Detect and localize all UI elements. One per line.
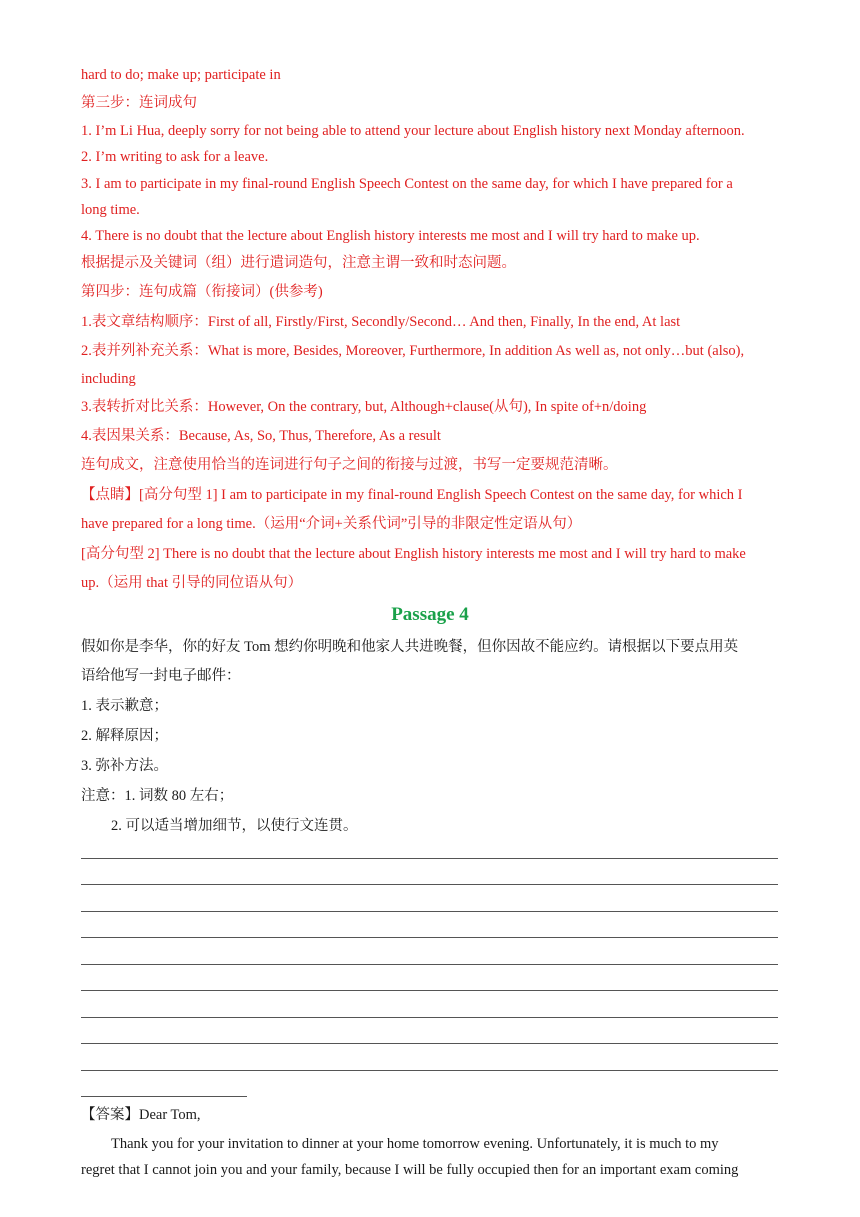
answer-line bbox=[81, 1043, 778, 1044]
point-3: 3. 弥补方法。 bbox=[81, 758, 168, 774]
connector-addition-line1: 2.表并列补充关系：What is more, Besides, Moreover, Furthermore, In addition As well as, not only…but (also), bbox=[81, 343, 745, 359]
keywords-line: hard to do; make up; participate in bbox=[81, 67, 281, 83]
sentence-1: 1. I’m Li Hua, deeply sorry for not being able to attend your lecture about English history next Monday afternoon. bbox=[81, 123, 745, 139]
connector-cause: 4.表因果关系：Because, As, So, Thus, Therefore, As a result bbox=[81, 428, 441, 444]
answer-line bbox=[81, 990, 778, 991]
answer-line bbox=[81, 1070, 778, 1071]
sentence-3-line1: 3. I am to participate in my final-round English Speech Contest on the same day, for which I have prepared for a bbox=[81, 176, 733, 192]
answer-line bbox=[81, 884, 778, 885]
highlight-2-line1: [高分句型 2] There is no doubt that the lecture about English history interests me most and I will try hard to make bbox=[81, 546, 746, 562]
connector-contrast: 3.表转折对比关系：However, On the contrary, but, Although+clause(从句), In spite of+n/doing bbox=[81, 399, 647, 415]
highlight-2-line2: up.（运用 that 引导的同位语从句） bbox=[81, 575, 303, 591]
connector-addition-line2: including bbox=[81, 371, 136, 387]
answer-line bbox=[81, 964, 778, 965]
step4-heading: 第四步：连句成篇（衔接词）(供参考) bbox=[81, 284, 323, 300]
passage-title: Passage 4 bbox=[391, 604, 469, 625]
sentence-4: 4. There is no doubt that the lecture about English history interests me most and I will try hard to make up. bbox=[81, 228, 700, 244]
highlight-1-line1: 【点睛】[高分句型 1] I am to participate in my final-round English Speech Contest on the same day, for which I bbox=[81, 487, 743, 503]
notice-1: 注意：1. 词数 80 左右； bbox=[81, 788, 234, 804]
answer-line bbox=[81, 1096, 247, 1097]
notice-2: 2. 可以适当增加细节，以使行文连贯。 bbox=[111, 818, 358, 834]
grammar-note: 根据提示及关键词（组）进行遣词造句，注意主谓一致和时态问题。 bbox=[81, 255, 516, 271]
answer-label: 【答案】Dear Tom, bbox=[81, 1107, 201, 1123]
answer-line bbox=[81, 937, 778, 938]
prompt-line2: 语给他写一封电子邮件： bbox=[81, 668, 241, 684]
answer-line bbox=[81, 1017, 778, 1018]
point-1: 1. 表示歉意； bbox=[81, 698, 168, 714]
connector-order: 1.表文章结构顺序：First of all, Firstly/First, Secondly/Second… And then, Finally, In the end, At last bbox=[81, 314, 681, 330]
sentence-2: 2. I’m writing to ask for a leave. bbox=[81, 149, 269, 165]
answer-line bbox=[81, 858, 778, 859]
answer-body-line1: Thank you for your invitation to dinner at your home tomorrow evening. Unfortunately, it is much to my bbox=[111, 1136, 719, 1152]
answer-line bbox=[81, 911, 778, 912]
sentence-3-line2: long time. bbox=[81, 202, 140, 218]
highlight-1-line2: have prepared for a long time.（运用“介词+关系代词”引导的非限定性定语从句） bbox=[81, 516, 582, 532]
point-2: 2. 解释原因； bbox=[81, 728, 168, 744]
answer-body-line2: regret that I cannot join you and your family, because I will be fully occupied then for an important exam coming bbox=[81, 1162, 739, 1178]
writing-note: 连句成文，注意使用恰当的连词进行句子之间的衔接与过渡，书写一定要规范清晰。 bbox=[81, 457, 618, 473]
prompt-line1: 假如你是李华，你的好友 Tom 想约你明晚和他家人共进晚餐，但你因故不能应约。请根据以下要点用英 bbox=[81, 639, 739, 655]
step3-heading: 第三步：连词成句 bbox=[81, 95, 197, 111]
